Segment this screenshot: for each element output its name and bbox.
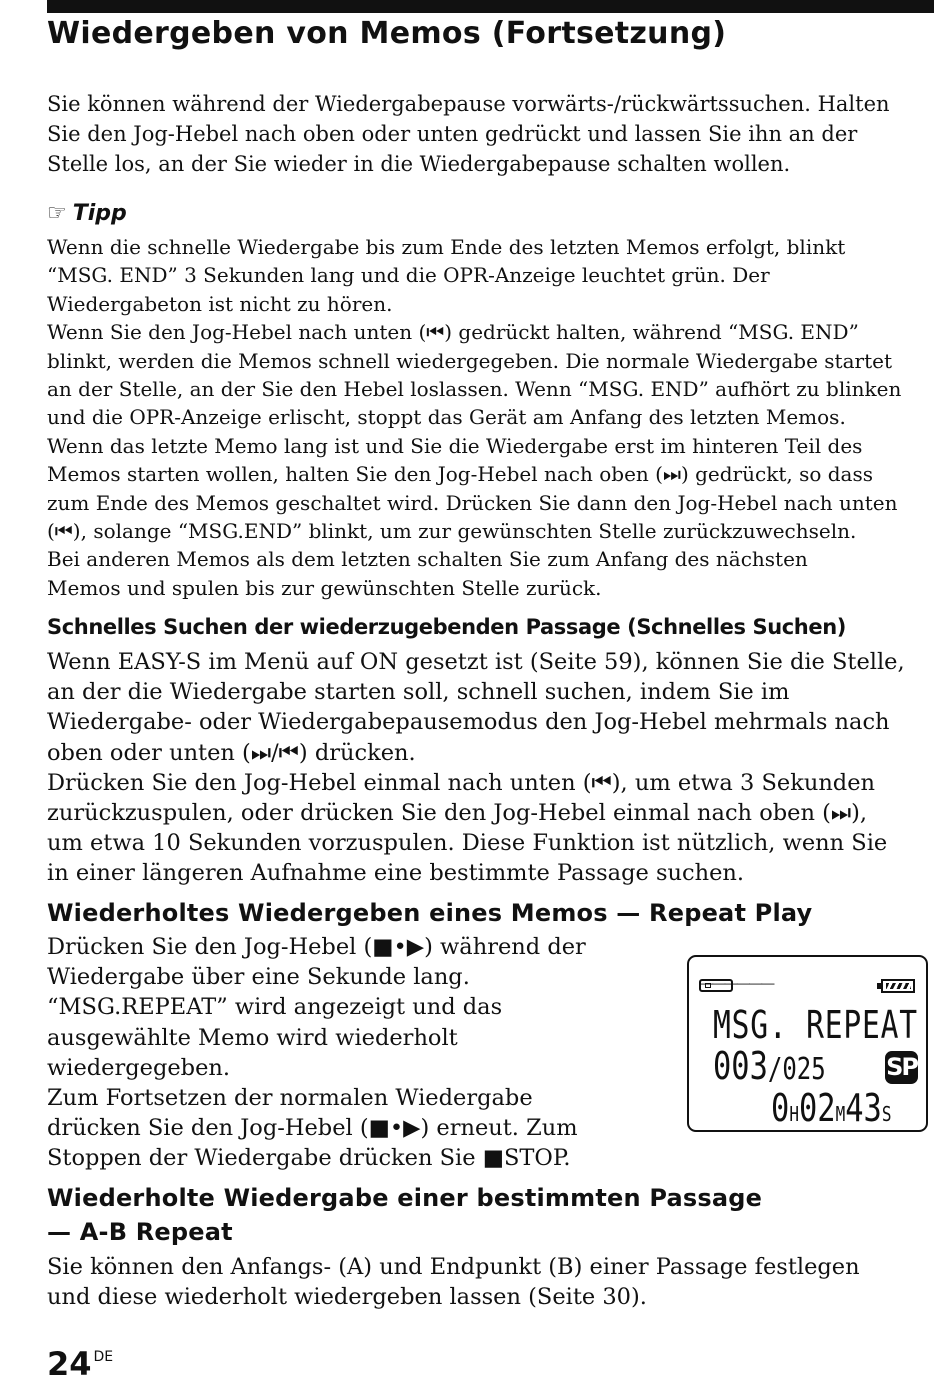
lcd-memo-counter: 003/025 bbox=[713, 1044, 826, 1088]
text-line: Sie können den Anfangs- (A) und Endpunkt (B) einer Passage festlegen bbox=[47, 1254, 860, 1280]
text-line: (⏮), solange “MSG.END” blinkt, um zur gewünschten Stelle zurückzuwechseln. bbox=[47, 519, 857, 544]
text-line: Bei anderen Memos als dem letzten schalten Sie zum Anfang des nächsten bbox=[47, 547, 808, 572]
intro-paragraph bbox=[47, 89, 937, 179]
text-line: Sie können während der Wiedergabepause vorwärts-/rückwärtssuchen. Halten bbox=[47, 92, 890, 116]
text-line: oben oder unten (⏭/⏮) drücken. bbox=[47, 739, 416, 766]
text-line: blinkt, werden die Memos schnell wiedergegeben. Die normale Wiedergabe startet bbox=[47, 348, 892, 373]
fast-search-paragraph bbox=[47, 647, 937, 889]
text-line: “MSG.REPEAT” wird angezeigt und das bbox=[47, 994, 503, 1021]
repeat-play-paragraph bbox=[47, 932, 667, 1174]
text-line: Wenn das letzte Memo lang ist und Sie die Wiedergabe erst im hinteren Teil des bbox=[47, 433, 863, 458]
section-heading-repeat-play: Wiederholtes Wiedergeben eines Memos — Repeat Play bbox=[47, 899, 813, 927]
text-line: Sie den Jog-Hebel nach oben oder unten gedrückt und lassen Sie ihn an der bbox=[47, 122, 858, 146]
text-line: Wenn Sie den Jog-Hebel nach unten (⏮) gedrückt halten, während “MSG. END” bbox=[47, 320, 859, 345]
text-line: “MSG. END” 3 Sekunden lang und die OPR-Anzeige leuchtet grün. Der bbox=[47, 263, 770, 288]
lcd-display-illustration bbox=[687, 955, 928, 1132]
text-line: Wiedergabe- oder Wiedergabepausemodus den Jog-Hebel mehrmals nach bbox=[47, 709, 890, 736]
pointing-hand-icon: ☞ bbox=[47, 201, 67, 226]
tape-icon bbox=[699, 979, 733, 992]
text-line: an der Stelle, an der Sie den Hebel loslassen. Wenn “MSG. END” aufhört zu blinken bbox=[47, 377, 902, 402]
text-line: Wiedergabeton ist nicht zu hören. bbox=[47, 291, 393, 316]
ab-repeat-paragraph bbox=[47, 1252, 937, 1312]
text-line: Memos und spulen bis zur gewünschten Stelle zurück. bbox=[47, 575, 602, 600]
text-line: Drücken Sie den Jog-Hebel einmal nach unten (⏮), um etwa 3 Sekunden bbox=[47, 769, 876, 796]
text-line: zum Ende des Memos geschaltet wird. Drücken Sie dann den Jog-Hebel nach unten bbox=[47, 490, 898, 515]
text-line: an der die Wiedergabe starten soll, schnell suchen, indem Sie im bbox=[47, 679, 790, 706]
header-rule bbox=[47, 0, 934, 13]
text-line: um etwa 10 Sekunden vorzuspulen. Diese Funktion ist nützlich, wenn Sie bbox=[47, 830, 888, 857]
text-line: Wenn die schnelle Wiedergabe bis zum Ende des letzten Memos erfolgt, blinkt bbox=[47, 235, 846, 259]
text-line: ausgewählte Memo wird wiederholt bbox=[47, 1024, 458, 1051]
section-heading-fast-search: Schnelles Suchen der wiederzugebenden Passage (Schnelles Suchen) bbox=[47, 615, 846, 639]
lcd-elapsed-time: 0H02M43S bbox=[771, 1086, 892, 1130]
text-line: Stelle los, an der Sie wieder in die Wiedergabepause schalten wollen. bbox=[47, 152, 791, 176]
text-line: Stoppen der Wiedergabe drücken Sie ■STOP. bbox=[47, 1145, 571, 1172]
sp-mode-badge: SP bbox=[885, 1051, 918, 1084]
page-number: 24 $^{DE}$ bbox=[47, 1345, 114, 1383]
tip-paragraph bbox=[47, 233, 937, 602]
text-line: und die OPR-Anzeige erlischt, stoppt das Gerät am Anfang des letzten Memos. bbox=[47, 405, 846, 430]
text-line: zurückzuspulen, oder drücken Sie den Jog-Hebel einmal nach oben (⏭), bbox=[47, 800, 868, 827]
text-line: wiedergegeben. bbox=[47, 1054, 231, 1081]
text-line: und diese wiederholt wiedergeben lassen (Seite 30). bbox=[47, 1284, 647, 1311]
text-line: in einer längeren Aufnahme eine bestimmte Passage suchen. bbox=[47, 860, 745, 887]
section-heading-ab-repeat: Wiederholte Wiedergabe einer bestimmten Passage bbox=[47, 1184, 763, 1212]
text-line: Wenn EASY-S im Menü auf ON gesetzt ist (Seite 59), können Sie die Stelle, bbox=[47, 649, 905, 675]
text-line: Memos starten wollen, halten Sie den Jog-Hebel nach oben (⏭) gedrückt, so dass bbox=[47, 462, 873, 487]
lcd-message: MSG. REPEAT bbox=[713, 1003, 918, 1047]
section-heading-ab-repeat-line2: — A-B Repeat bbox=[47, 1218, 233, 1246]
text-line: drücken Sie den Jog-Hebel (■•▶) erneut. Zum bbox=[47, 1115, 578, 1142]
page-title: Wiedergeben von Memos (Fortsetzung) bbox=[47, 16, 727, 51]
lcd-dashes: ______ bbox=[700, 960, 774, 985]
tip-heading: ☞ Tipp bbox=[47, 201, 127, 226]
text-line: Drücken Sie den Jog-Hebel (■•▶) während der bbox=[47, 934, 586, 960]
text-line: Zum Fortsetzen der normalen Wiedergabe bbox=[47, 1085, 533, 1112]
text-line: Wiedergabe über eine Sekunde lang. bbox=[47, 964, 470, 991]
battery-icon bbox=[881, 979, 915, 993]
